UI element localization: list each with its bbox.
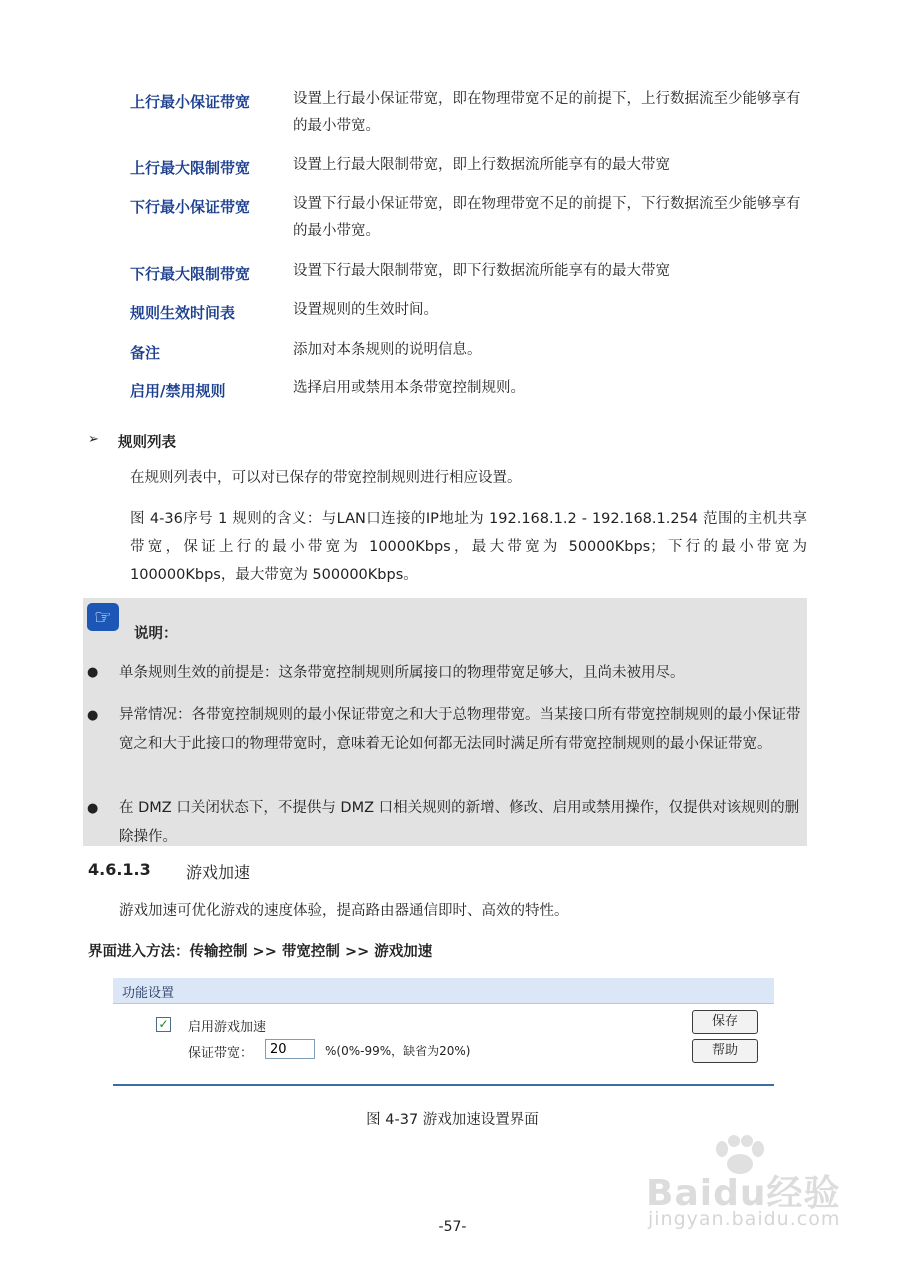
bullet-dot-icon: ● <box>87 665 99 680</box>
desc-remark: 添加对本条规则的说明信息。 <box>293 342 482 358</box>
desc-schedule: 设置规则的生效时间。 <box>293 302 438 318</box>
panel-header <box>113 978 774 1004</box>
term-uplink-min: 上行最小保证带宽 <box>130 93 251 111</box>
note-label: 说明： <box>134 626 178 642</box>
note-item: 单条规则生效的前提是：这条带宽控制规则所属接口的物理带宽足够大，且尚未被用尽。 <box>119 665 685 681</box>
navigation-path: 界面进入方法：传输控制 >> 带宽控制 >> 游戏加速 <box>88 944 433 960</box>
section-intro: 游戏加速可优化游戏的速度体验，提高路由器通信即时、高效的特性。 <box>119 903 569 919</box>
save-button[interactable]: 保存 <box>692 1010 758 1034</box>
desc-downlink-min: 设置下行最小保证带宽，即在物理带宽不足的前提下，下行数据流至少能够享有的最小带宽。 <box>293 196 801 239</box>
desc-uplink-min: 设置上行最小保证带宽，即在物理带宽不足的前提下，上行数据流至少能够享有的最小带宽。 <box>293 91 801 134</box>
hand-pointer-icon: ☞ <box>87 603 119 631</box>
note-item: 异常情况：各带宽控制规则的最小保证带宽之和大于总物理带宽。当某接口所有带宽控制规则的最小保证带宽之和大于此接口的物理带宽时，意味着无论如何都无法同时满足所有带宽控制规则的最小保证带宽。 <box>119 707 801 752</box>
arrow-bullet-icon: ➢ <box>88 432 99 447</box>
term-uplink-max: 上行最大限制带宽 <box>130 159 251 177</box>
watermark-logo: Baidu经验 <box>646 1173 841 1214</box>
page-number: -57- <box>438 1219 467 1235</box>
enable-game-accel-checkbox[interactable]: ✓ <box>156 1017 171 1032</box>
bullet-dot-icon: ● <box>87 801 99 816</box>
term-remark: 备注 <box>130 344 161 362</box>
panel-header-title: 功能设置 <box>122 986 175 1001</box>
desc-enable-disable: 选择启用或禁用本条带宽控制规则。 <box>293 380 525 396</box>
bandwidth-hint: %(0%-99%，缺省为20%) <box>325 1044 471 1058</box>
watermark-url: jingyan.baidu.com <box>648 1208 841 1230</box>
rule-list-intro: 在规则列表中，可以对已保存的带宽控制规则进行相应设置。 <box>130 470 522 486</box>
term-schedule: 规则生效时间表 <box>130 304 236 322</box>
bandwidth-input[interactable] <box>265 1039 315 1059</box>
rule-list-heading: 规则列表 <box>118 435 176 451</box>
desc-downlink-max: 设置下行最大限制带宽，即下行数据流所能享有的最大带宽 <box>293 263 670 279</box>
enable-game-accel-label: 启用游戏加速 <box>188 1020 267 1035</box>
term-downlink-max: 下行最大限制带宽 <box>130 265 251 283</box>
term-downlink-min: 下行最小保证带宽 <box>130 198 251 216</box>
bandwidth-label: 保证带宽： <box>188 1046 254 1061</box>
section-number: 4.6.1.3 <box>88 860 151 879</box>
bullet-dot-icon: ● <box>87 708 99 723</box>
game-accel-panel <box>113 978 774 1086</box>
note-item: 在 DMZ 口关闭状态下，不提供与 DMZ 口相关规则的新增、修改、启用或禁用操作，仅提供对该规则的删除操作。 <box>119 800 800 845</box>
term-enable-disable: 启用/禁用规则 <box>130 382 226 400</box>
desc-uplink-max: 设置上行最大限制带宽，即上行数据流所能享有的最大带宽 <box>293 157 670 173</box>
figure-caption: 图 4-37 游戏加速设置界面 <box>366 1112 539 1128</box>
rule-list-example: 图 4-36序号 1 规则的含义：与LAN口连接的IP地址为 192.168.1.2 - 192.168.1.254 范围的主机共享带宽，保证上行的最小带宽为 10000Kbps，最大带宽为 50000Kbps；下行的最小带宽为 100000Kbps，最大带宽为 500000Kbps。 <box>130 511 807 583</box>
help-button[interactable]: 帮助 <box>692 1039 758 1063</box>
section-title: 游戏加速 <box>186 863 251 882</box>
